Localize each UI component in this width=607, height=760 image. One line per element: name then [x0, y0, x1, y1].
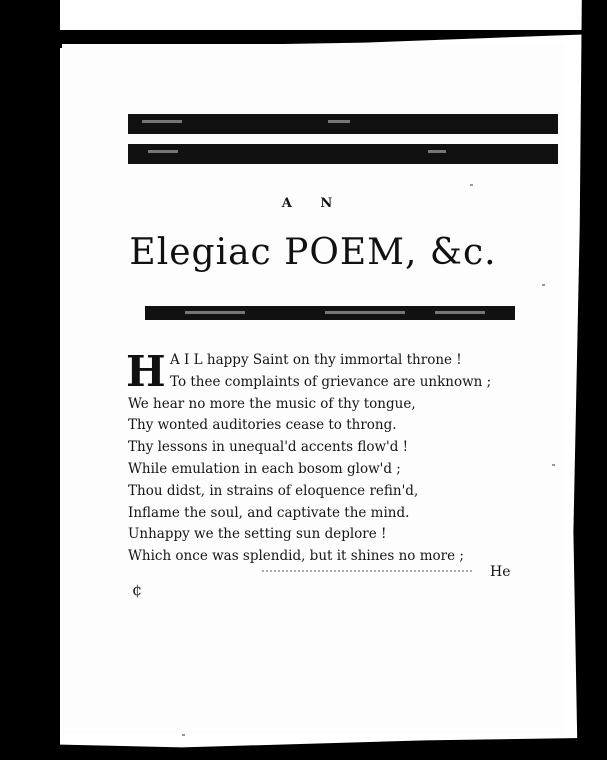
print-noise-dots — [262, 570, 472, 572]
poem-line: We hear no more the music of thy tongue, — [128, 395, 416, 412]
ornamental-rule-second — [128, 144, 558, 164]
ornamental-rule-top — [128, 114, 558, 134]
page-leaf — [62, 44, 564, 734]
scan-border-right — [565, 0, 607, 760]
poem-line: Thy wonted auditories cease to throng. — [128, 417, 397, 434]
ornamental-rule-bottom — [145, 306, 515, 320]
poem-line: Thy lessons in unequal'd accents flow'd ! — [128, 439, 409, 456]
poem-line: Thou didst, in strains of eloquence refin'd, — [128, 482, 419, 499]
scan-border-bottom — [0, 732, 607, 760]
poem-line: Inflame the soul, and captivate the mind. — [128, 504, 410, 521]
drop-cap: H — [126, 347, 166, 396]
poem-line: To thee complaints of grievance are unknown ; — [170, 373, 492, 390]
signature-mark: ¢ — [132, 580, 143, 599]
poem-line: While emulation in each bosom glow'd ; — [128, 460, 401, 477]
scan-border-left — [0, 0, 60, 760]
poem-body — [126, 347, 492, 568]
title-prefix: A N — [281, 196, 345, 211]
page-title: Elegiac POEM, &c. — [129, 232, 497, 273]
catchword: He — [490, 564, 511, 580]
poem-line: A I L happy Saint on thy immortal throne ! — [170, 352, 462, 368]
poem-line: Unhappy we the setting sun deplore ! — [128, 526, 387, 543]
poem-line: Which once was splendid, but it shines no more ; — [128, 548, 464, 565]
